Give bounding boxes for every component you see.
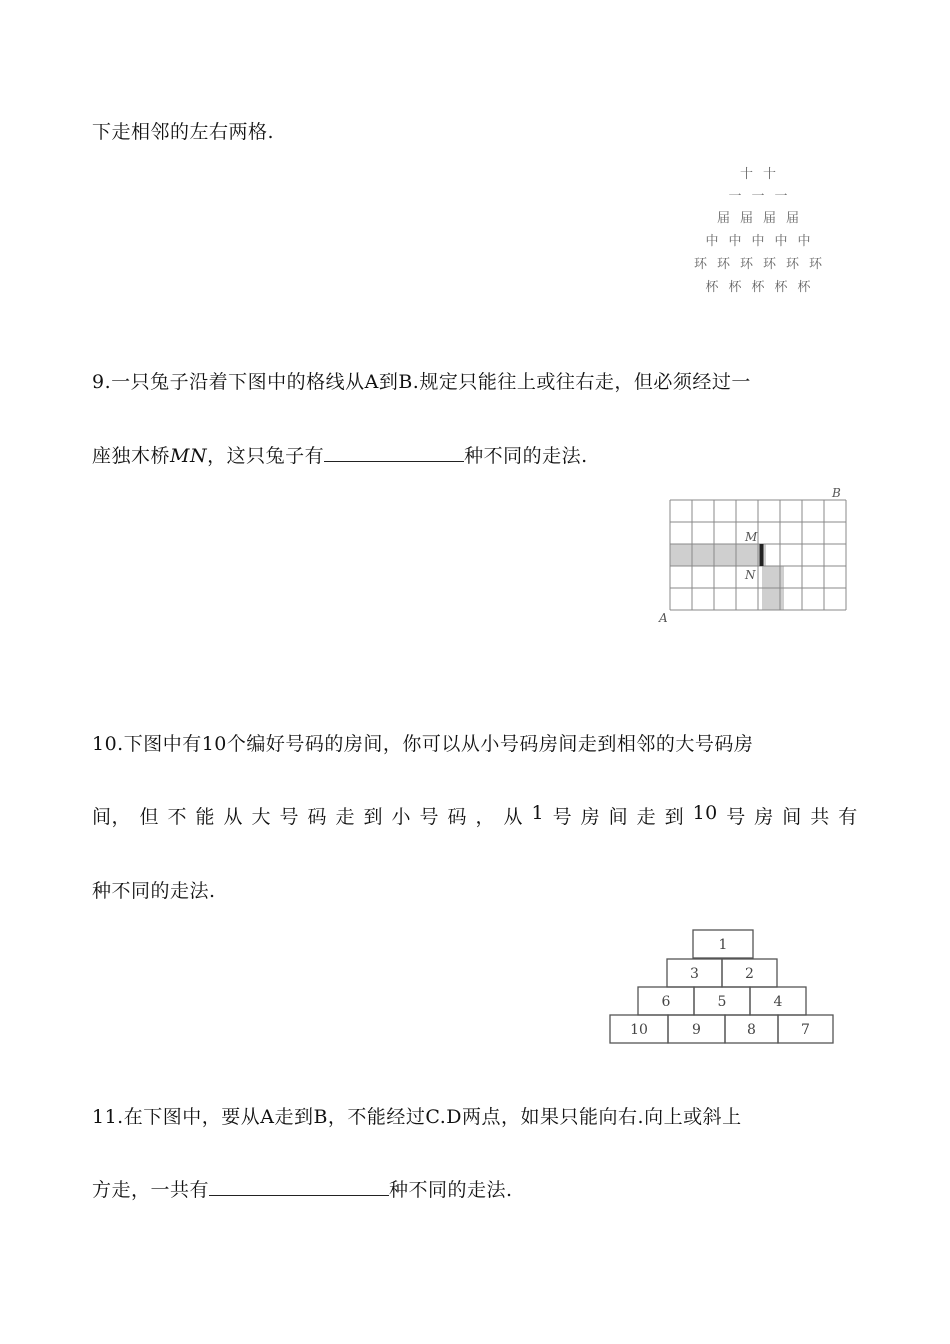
- pyramid-char: 中: [751, 234, 765, 249]
- q9-line-1: [92, 367, 751, 394]
- room-number: 5: [717, 994, 727, 1010]
- q10-text-2-part: 能: [195, 806, 216, 828]
- grid-label-b: B: [832, 486, 841, 500]
- q10-text-1: 10.下图中有10个编好号码的房间，你可以从小号码房间走到相邻的大号码房: [92, 733, 754, 755]
- q11-text-2b: 种不同的走法.: [389, 1179, 513, 1201]
- q10-text-2-part: 走: [335, 806, 356, 828]
- pyramid-char: 十: [762, 167, 777, 182]
- q10-text-2-part: 走: [636, 806, 657, 828]
- q10-text-2-part: 房: [754, 806, 774, 828]
- q9-text-2b: ，这只兔子有: [207, 445, 325, 467]
- q11-text-1: 11.在下图中，要从A走到B，不能经过C.D两点，如果只能向右.向上或斜上: [92, 1106, 742, 1128]
- room-number: 7: [801, 1022, 810, 1038]
- q10-text-2-part: 1: [531, 802, 545, 824]
- q10-text-2-part: 有: [838, 806, 858, 828]
- pyramid-char: 届: [762, 211, 777, 226]
- grid-label-m: M: [745, 530, 758, 544]
- grid-label-a: A: [659, 611, 668, 625]
- q10-text-2-part: 不: [167, 806, 188, 828]
- q10-text-2-part: 但: [139, 806, 160, 828]
- pyramid-char: 环: [716, 257, 731, 272]
- pyramid-char: 杯: [705, 280, 719, 295]
- pyramid-char: 环: [739, 257, 754, 272]
- pyramid-char: 届: [716, 211, 731, 226]
- room-number: 1: [718, 937, 728, 953]
- room-number: 2: [745, 966, 754, 982]
- pyramid-char: 杯: [751, 280, 765, 295]
- pyramid-char: 环: [808, 257, 823, 272]
- q11-answer-blank[interactable]: [209, 1177, 389, 1196]
- q10-text-2-part: 间，: [92, 806, 132, 828]
- room-number: 9: [692, 1022, 701, 1038]
- q10-text-2-part: 码: [307, 806, 328, 828]
- q10-text-2-part: 号: [279, 806, 300, 828]
- grid-label-n: N: [745, 568, 756, 582]
- pyramid-char: 届: [739, 211, 754, 226]
- pyramid-char: 环: [693, 257, 708, 272]
- pyramid-char: 环: [762, 257, 777, 272]
- q10-text-2-part: 间: [608, 806, 629, 828]
- top-text: 下走相邻的左右两格.: [92, 121, 275, 143]
- q10-text-2-part: 号: [552, 806, 573, 828]
- room-number: 10: [630, 1022, 648, 1038]
- q10-text-2-part: 号: [419, 806, 440, 828]
- room-number: 3: [690, 966, 699, 982]
- q10-text-3: 种不同的走法.: [92, 880, 216, 902]
- q10-text-2-part: 从: [223, 806, 244, 828]
- q10-text-2-part: 码: [447, 806, 468, 828]
- room-number: 4: [773, 994, 783, 1010]
- q9-line-2: [92, 441, 588, 468]
- bridge-mn: [760, 544, 764, 566]
- pyramid-char: 杯: [774, 280, 788, 295]
- q10-text-2-part: 小: [391, 806, 412, 828]
- pyramid-char: 十: [739, 167, 754, 182]
- q10-text-2-part: 从: [503, 806, 524, 828]
- q11-line-1: [92, 1102, 742, 1129]
- room-number: 8: [747, 1022, 756, 1038]
- q10-text-2-part: 间: [782, 806, 802, 828]
- q10-text-2-part: 到: [363, 806, 384, 828]
- q9-bridge-label: MN: [170, 445, 208, 467]
- pyramid-char: 杯: [797, 280, 811, 295]
- q10-text-2-part: 共: [810, 806, 830, 828]
- pyramid-char: 杯: [728, 280, 742, 295]
- pyramid-char: 中: [797, 234, 811, 249]
- q10-text-2-part: 号: [726, 806, 746, 828]
- q9-text-2c: 种不同的走法.: [464, 445, 588, 467]
- character-pyramid-figure: [690, 160, 830, 305]
- shaded-row: [670, 544, 766, 566]
- q10-line-3: [92, 876, 216, 903]
- pyramid-char: 中: [728, 234, 742, 249]
- q11-line-2: [92, 1175, 513, 1202]
- pyramid-char: 一: [751, 189, 765, 204]
- q10-text-2-part: 大: [251, 806, 272, 828]
- pyramid-char: 一: [774, 189, 788, 204]
- grid-bridge-figure: [655, 485, 850, 625]
- q10-text-2-part: 房: [580, 806, 601, 828]
- pyramid-char: 届: [785, 211, 800, 226]
- rooms-figure: [605, 922, 840, 1052]
- room-number: 6: [661, 994, 671, 1010]
- q10-text-2-part: 到: [664, 806, 685, 828]
- pyramid-char: 中: [774, 234, 788, 249]
- q11-text-2a: 方走，一共有: [92, 1179, 210, 1201]
- pyramid-char: 中: [705, 234, 719, 249]
- q10-line-1: [92, 729, 753, 756]
- q9-text-2a: 座独木桥: [92, 445, 171, 467]
- pyramid-char: 一: [728, 189, 742, 204]
- q10-text-2-part: ，: [475, 806, 496, 828]
- q10-line-2: [92, 802, 858, 829]
- q10-text-2-part: 10: [692, 802, 718, 824]
- q9-answer-blank[interactable]: [324, 443, 464, 462]
- q9-text-1: 9.一只兔子沿着下图中的格线从A到B.规定只能往上或往右走，但必须经过一: [92, 371, 751, 393]
- top-text-line: [92, 117, 274, 144]
- pyramid-char: 环: [785, 257, 800, 272]
